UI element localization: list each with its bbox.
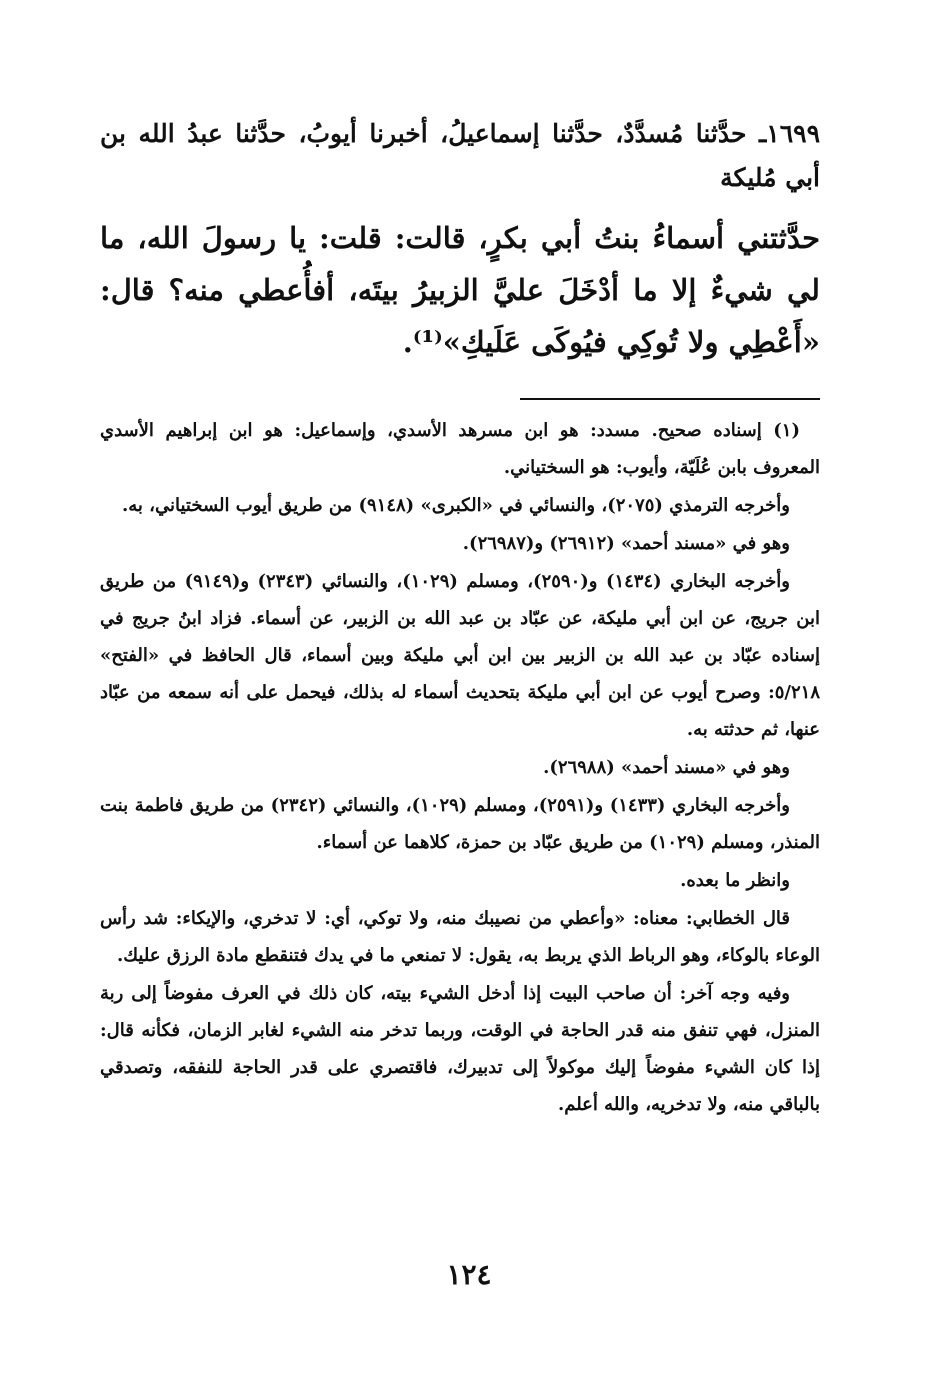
footnote-paragraph: وأخرجه الترمذي (٢٠٧٥)، والنسائي في «الكبرى» (٩١٤٨) من طريق أيوب السختياني، به. bbox=[121, 495, 790, 516]
hadith-isnad: ١٦٩٩ـ حدَّثنا مُسدَّدٌ، حدَّثنا إسماعيلُ، أخبرنا أيوبُ، حدَّثنا عبدُ الله بن أبي مُليكة bbox=[100, 119, 820, 192]
hadith-block bbox=[100, 112, 820, 368]
hadith-matn: حدَّثتني أسماءُ بنتُ أبي بكرٍ، قالت: قلت: يا رسولَ الله، ما لي شيءٌ إلا ما أدْخَلَ عليَّ الزبيرُ بيتَه، أفأُعطي منه؟ قال: «أَعْطِي ولا تُوكِي فيُوكَى عَلَيكِ»⁽¹⁾. bbox=[100, 221, 820, 359]
footnote-paragraph: وانظر ما بعده. bbox=[680, 870, 790, 891]
footnote-paragraph: وفيه وجه آخر: أن صاحب البيت إذا أدخل الشيء بيته، كان ذلك في العرف مفوضاً إلى ربة المنزل، فهي تنفق منه قدر الحاجة في الوقت، وربما تدخر منه الشيء لغابر الزمان، فكأنه قال: إذا كان الشيء مفوضاً إليك موكولاً إلى تدبيرك، فاقتصري على قدر الحاجة للنفقه، وتصدقي بالباقي منه، ولا تدخريه، والله أعلم. bbox=[100, 983, 820, 1115]
footnotes bbox=[100, 412, 820, 1124]
footnote-paragraph: وهو في «مسند أحمد» (٢٦٩٨٨). bbox=[543, 757, 790, 778]
page-number: ١٢٤ bbox=[446, 1258, 492, 1291]
footnote-paragraph: وأخرجه البخاري (١٤٣٤) و(٢٥٩٠)، ومسلم (١٠٢٩)، والنسائي (٢٣٤٣) و(٩١٤٩) من طريق ابن جريج، عن ابن أبي مليكة، عن عبّاد بن عبد الله بن الزبير، عن أسماء. فزاد ابنُ جريج في إسناده عبّاد بن عبد الله بن الزبير بين ابن أبي مليكة وبين أسماء، قال الحافظ في «الفتح» ٥/٢١٨: وصرح أيوب عن ابن أبي مليكة بتحديث أسماء له بذلك، فيحمل على أنه سمعه من عبّاد عنها، ثم حدثته به. bbox=[100, 571, 820, 740]
footnote-paragraph: وأخرجه البخاري (١٤٣٣) و(٢٥٩١)، ومسلم (١٠٢٩)، والنسائي (٢٣٤٢) من طريق فاطمة بنت المنذر، ومسلم (١٠٢٩) من طريق عبّاد بن حمزة، كلاهما عن أسماء. bbox=[100, 795, 820, 853]
footnote-1: (١) إسناده صحيح. مسدد: هو ابن مسرهد الأسدي، وإسماعيل: هو ابن إبراهيم الأسدي المعروف بابن عُلَيّة، وأيوب: هو السختياني. bbox=[100, 420, 820, 478]
footnote-paragraph: قال الخطابي: معناه: «وأعطي من نصيبك منه، ولا توكي، أي: لا تدخري، والإيكاء: شد رأس الوعاء بالوكاء، وهو الرباط الذي يربط به، يقول: لا تمنعي ما في يدك فتنقطع مادة الرزق عليك. bbox=[100, 908, 820, 966]
footnote-separator bbox=[520, 398, 820, 400]
footnote-paragraph: وهو في «مسند أحمد» (٢٦٩١٢) و(٢٦٩٨٧). bbox=[462, 533, 790, 554]
